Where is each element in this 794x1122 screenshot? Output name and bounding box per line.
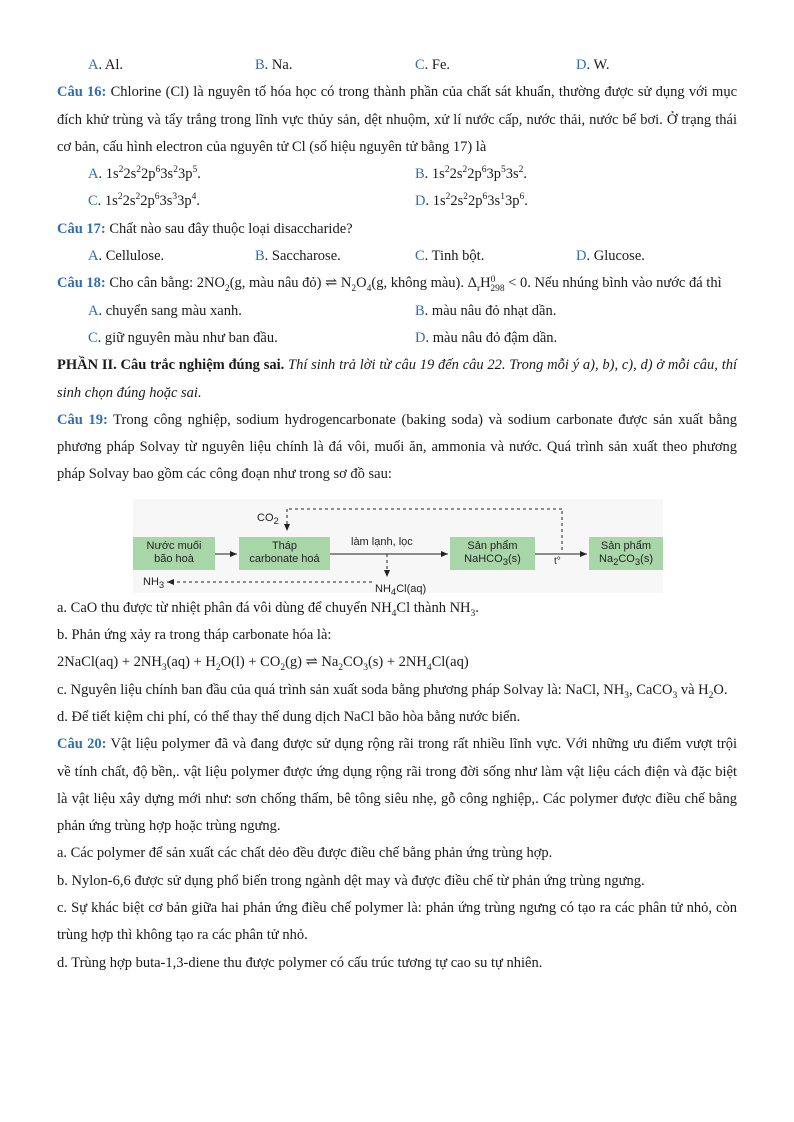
- heat-label: t°: [554, 555, 561, 567]
- box-brine: Nước muối bão hoà: [133, 537, 215, 570]
- part-2-header: PHẦN II. Câu trắc nghiệm đúng sai. Thí sinh trả lời từ câu 19 đến câu 22. Trong mỗi ý a), b), c), d) ở mỗi câu, thí sinh chọn đúng hoặc sai.: [57, 357, 738, 401]
- question-19: Câu 19: Trong công nghiệp, sodium hydrogencarbonate (baking soda) và sodium carbonate được sản xuất bằng phương pháp Solvay từ nguyên liệu chính là đá vôi, muối ăn, ammonia và nước. Quá trình sản xuất theo phương pháp Solvay bao gồm các công đoạn như trong sơ đồ sau:: [57, 411, 737, 483]
- box-nahco3: Sản phẩm NaHCO$_3$(s): [450, 537, 535, 570]
- page: [57, 52, 737, 977]
- q19-a: a. CaO thu được từ nhiệt phân đá vôi dùng để chuyển $NH_4Cl$ thành $NH_3$.: [57, 599, 479, 619]
- q19-b-equation: 2NaCl(aq) + $2NH_3(aq) + H_2O(l) + CO_2(g)$ ⇌ $Na_2CO_3(s) + 2NH_4Cl(aq)$: [57, 654, 469, 674]
- solvay-diagram: [57, 495, 737, 598]
- q20-a: a. Các polymer để sản xuất các chất dẻo đều được điều chế bằng phản ứng trùng hợp.: [57, 845, 553, 862]
- cooling-label: làm lạnh, lọc: [351, 535, 413, 548]
- q16-options-ab: A. $1s^22s^22p^63s^23p^5$. B. $1s^22s^22p^63p^53s^2$.: [88, 165, 528, 183]
- q20-d: d. Trùng hợp buta-1,3-diene thu được polymer có cấu trúc tương tự cao su tự nhiên.: [57, 954, 543, 971]
- q18-options-cd: C. giữ nguyên màu như ban đầu. D. màu nâu đỏ đậm dần.: [88, 329, 558, 346]
- q19-d: d. Để tiết kiệm chi phí, có thể thay thế dung dịch NaCl bão hòa bằng nước biển.: [57, 708, 521, 725]
- q19-b: b. Phản ứng xảy ra trong tháp carbonate hóa là:: [57, 627, 332, 644]
- nh3-label: $NH_3$: [143, 575, 165, 591]
- box-carbonation-tower: Tháp carbonate hoá: [239, 537, 330, 570]
- q16-options-cd: C. $1s^22s^22p^63s^33p^4$. D. $1s^22s^22p^63s^13p^6$.: [88, 192, 528, 210]
- q18-options-ab: A. chuyển sang màu xanh. B. màu nâu đỏ nhạt dần.: [88, 302, 557, 319]
- question-16: Câu 16: Chlorine (Cl) là nguyên tố hóa học có trong thành phần của chất sát khuẩn, thường được sử dụng với mục đích khử trùng và tẩy trắng trong lĩnh vực thủy sản, dệt nhuộm, xử lí nước cấp, nước thải, nước bể bơi. Ở trạng thái cơ bản, cấu hình electron của nguyên tử Cl (số hiệu nguyên tử bằng 17) là: [57, 84, 737, 155]
- question-18: Câu 18: Cho cân bằng: $2NO_2(g$, màu nâu đỏ) ⇌ $N_2O_4(g$, không màu). $\Delta_rH^0_{298} < 0$. Nếu nhúng bình vào nước đá thì: [57, 274, 722, 295]
- q20-c: c. Sự khác biệt cơ bản giữa hai phản ứng điều chế polymer là: phản ứng trùng ngưng có tạo ra các phân tử nhỏ, còn trùng hợp thì không tạo ra các phân tử nhỏ.: [57, 900, 737, 944]
- question-17: Câu 17: Chất nào sau đây thuộc loại disaccharide?: [57, 220, 353, 237]
- co2-label: $CO_2$: [257, 511, 279, 527]
- box-na2co3: Sản phẩm $Na_2CO_3(s)$: [589, 537, 663, 570]
- q20-b: b. Nylon-6,6 được sử dụng phổ biến trong ngành dệt may và được điều chế từ phản ứng trùng ngưng.: [57, 872, 645, 889]
- q15-options: A. Al. B. Na. C. Fe. D. W.: [88, 57, 610, 73]
- nh4cl-label: $NH_4Cl(aq)$: [375, 582, 427, 598]
- question-20: Câu 20: Vật liệu polymer đã và đang được sử dụng rộng rãi trong rất nhiều lĩnh vực. Với những ưu điểm vượt trội về tính chất, độ bền,. vật liệu polymer được ứng dụng rộng rãi trong đời sống như làm vật liệu cách điện và đặc biệt là vật liệu xây dựng mới như: sơn chống thấm, bê tông siêu nhẹ, gỗ công nghiệp,. Các polymer được điều chế bằng phản ứng trùng hợp hoặc trùng ngưng.: [57, 736, 737, 835]
- q19-c: c. Nguyên liệu chính ban đầu của quá trình sản xuất soda bằng phương pháp Solvay là: NaCl, $NH_3$, CaCO$_3$ và $H_2O$.: [57, 681, 728, 701]
- q17-options: A. Cellulose. B. Saccharose. C. Tinh bột. D. Glucose.: [88, 248, 645, 265]
